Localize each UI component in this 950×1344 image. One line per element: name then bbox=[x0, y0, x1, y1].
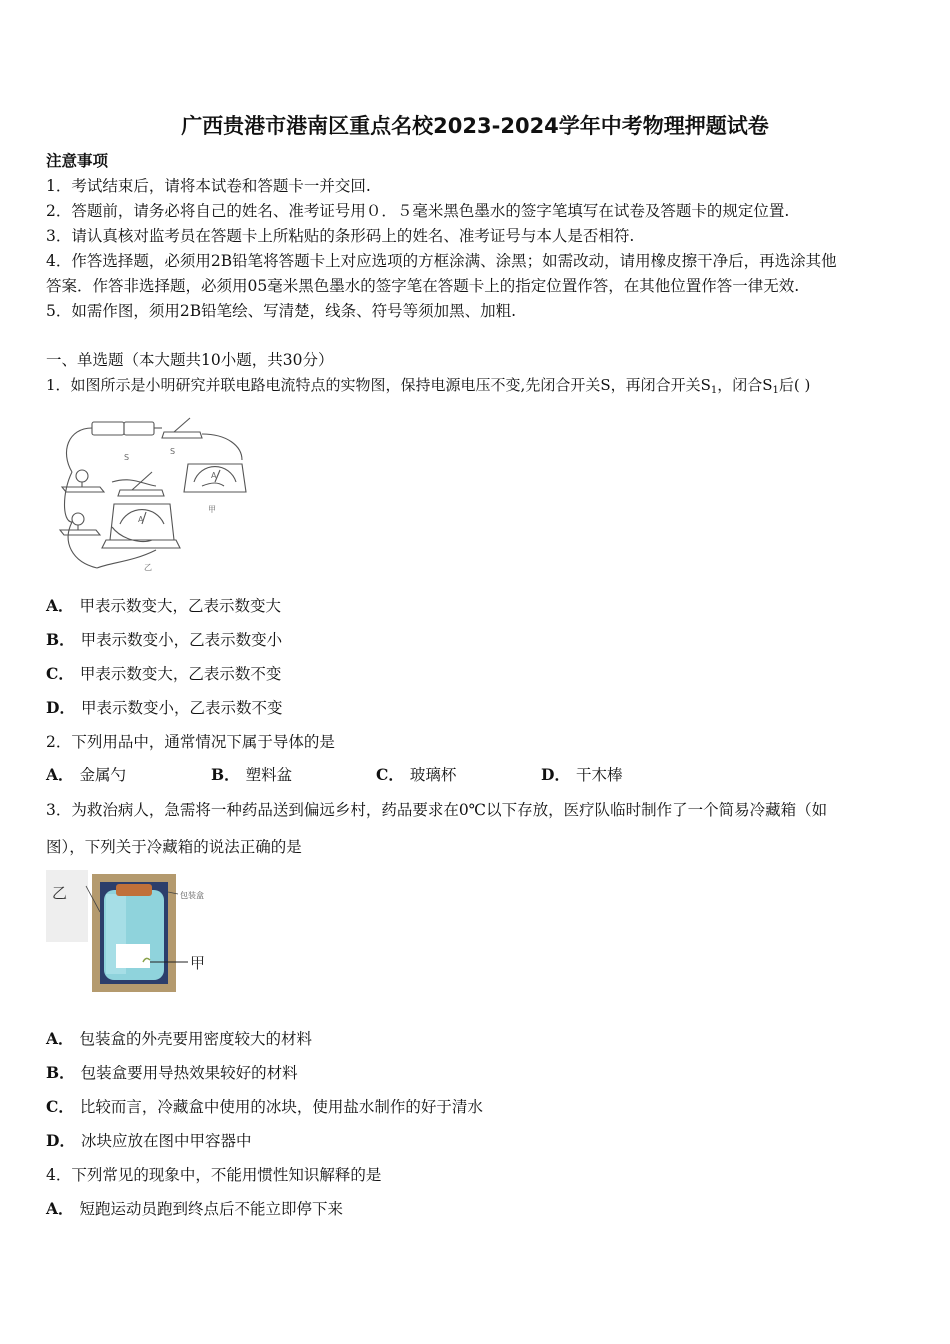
q3-option-c[interactable]: C． 比较而言，冷藏盒中使用的冰块，使用盐水制作的好于清水 bbox=[46, 1097, 483, 1116]
q1-option-d[interactable]: D． 甲表示数变小，乙表示数不变 bbox=[46, 698, 283, 717]
q3-option-b[interactable]: B． 包装盒要用导热效果较好的材料 bbox=[46, 1063, 298, 1082]
notice-item-1: 1．考试结束后，请将本试卷和答题卡一并交回. bbox=[46, 177, 371, 195]
label-box: 包装盒 bbox=[180, 891, 204, 900]
circuit-diagram bbox=[52, 412, 262, 574]
question-1-text-a: 1．如图所示是小明研究并联电路电流特点的实物图，保持电源电压不变,先闭合开关S，再闭合开关S bbox=[46, 376, 711, 394]
label-jia: 甲 bbox=[208, 505, 216, 514]
q2-option-d[interactable]: D． 干木棒 bbox=[541, 765, 623, 784]
label-s1: S bbox=[170, 447, 176, 456]
notice-item-2: 2．答题前，请务必将自己的姓名、准考证号用０．５毫米黑色墨水的签字笔填写在试卷及答题卡的规定位置. bbox=[46, 202, 790, 220]
notice-item-4: 4．作答选择题，必须用2B铅笔将答题卡上对应选项的方框涂满、涂黑；如需改动，请用橡皮擦干净后，再选涂其他 bbox=[46, 252, 837, 270]
question-1 bbox=[46, 375, 810, 401]
question-3-line-2: 图），下列关于冷藏箱的说法正确的是 bbox=[46, 838, 302, 856]
q1-option-a[interactable]: A． 甲表示数变大，乙表示数变大 bbox=[46, 596, 282, 615]
q2-option-b[interactable]: B． 塑料盆 bbox=[211, 765, 293, 784]
q4-option-a[interactable]: A． 短跑运动员跑到终点后不能立即停下来 bbox=[46, 1199, 344, 1218]
question-1-text-b: ，闭合S bbox=[717, 376, 773, 394]
q3-option-d[interactable]: D． 冰块应放在图中甲容器中 bbox=[46, 1131, 252, 1150]
q3-option-a[interactable]: A． 包装盒的外壳要用密度较大的材料 bbox=[46, 1029, 313, 1048]
question-4: 4．下列常见的现象中，不能用惯性知识解释的是 bbox=[46, 1166, 382, 1184]
q1-option-b[interactable]: B． 甲表示数变小，乙表示数变小 bbox=[46, 630, 283, 649]
notice-item-4-cont: 答案．作答非选择题，必须用05毫米黑色墨水的签字笔在答题卡上的指定位置作答，在其他位置作答一律无效. bbox=[46, 277, 800, 295]
notice-item-5: 5．如需作图，须用2B铅笔绘、写清楚，线条、符号等须加黑、加粗. bbox=[46, 302, 517, 320]
notice-item-3: 3．请认真核对监考员在答题卡上所粘贴的条形码上的姓名、准考证号与本人是否相符. bbox=[46, 227, 635, 245]
label-s: S bbox=[124, 453, 130, 462]
label-yi: 乙 bbox=[52, 884, 68, 902]
question-2: 2．下列用品中，通常情况下属于导体的是 bbox=[46, 733, 335, 751]
question-3-line-1: 3．为救治病人，急需将一种药品送到偏远乡村，药品要求在0℃以下存放，医疗队临时制作了一个简易冷藏箱（如 bbox=[46, 801, 828, 819]
label-ammeter-2: A bbox=[138, 515, 144, 524]
subscript: 1 bbox=[710, 385, 718, 396]
label-jia: 甲 bbox=[190, 954, 206, 972]
page-title: 广西贵港市港南区重点名校2023-2024学年中考物理押题试卷 bbox=[181, 114, 769, 138]
q2-option-a[interactable]: A． 金属勺 bbox=[46, 765, 127, 784]
question-1-text-c: 后( ) bbox=[778, 376, 811, 394]
cooler-box-diagram bbox=[46, 870, 236, 994]
q2-option-c[interactable]: C． 玻璃杯 bbox=[376, 765, 457, 784]
label-yi: 乙 bbox=[144, 563, 152, 572]
notice-heading: 注意事项 bbox=[46, 151, 109, 170]
section-heading: 一、单选题（本大题共10小题，共30分） bbox=[46, 351, 334, 369]
label-ammeter-1: A bbox=[211, 471, 217, 480]
q1-option-c[interactable]: C． 甲表示数变大，乙表示数不变 bbox=[46, 664, 282, 683]
subscript: 1 bbox=[772, 385, 779, 396]
